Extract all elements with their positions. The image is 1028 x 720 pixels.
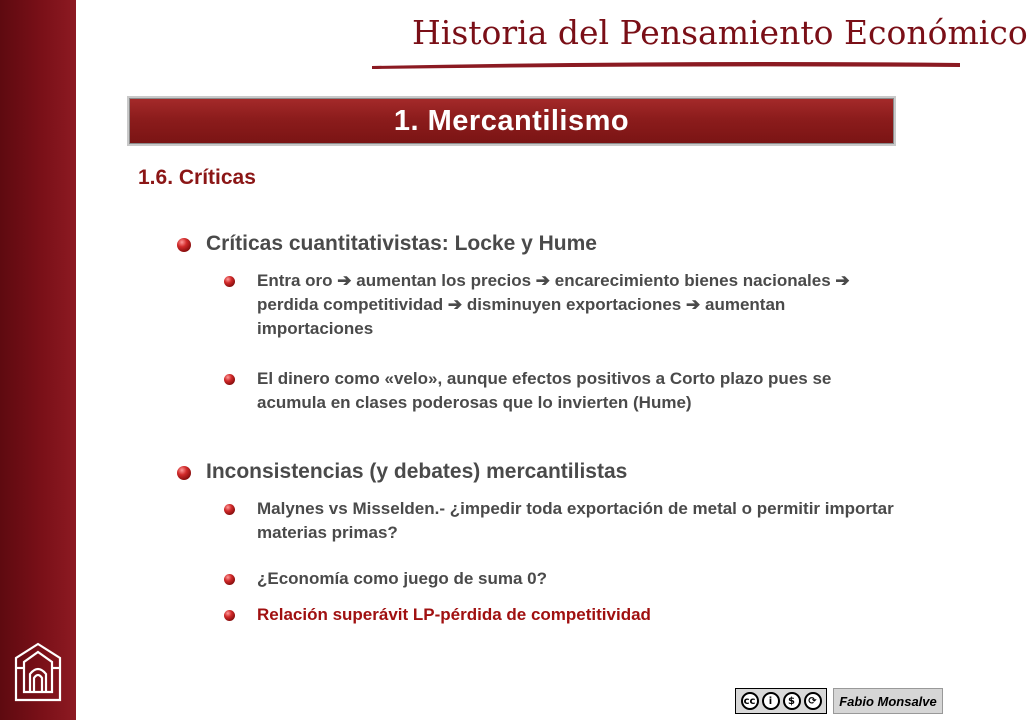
arrow-right-icon: ➔: [686, 295, 701, 314]
sub-list-item: ¿Economía como juego de suma 0?: [257, 569, 547, 588]
chapter-title: 1. Mercantilismo: [393, 104, 630, 137]
item-text: perdida competitividad: [257, 295, 444, 314]
item-text: Entra oro: [257, 271, 333, 290]
university-logo-icon: [10, 640, 66, 704]
license-badge: [735, 686, 945, 716]
sidebar-band: [0, 0, 76, 720]
arrow-right-icon: ➔: [337, 271, 352, 290]
arrow-right-icon: ➔: [535, 271, 551, 290]
item-text: aumentan los precios: [356, 271, 532, 290]
noncommercial-icon: $: [783, 692, 801, 710]
section-title: 1.6. Críticas: [138, 166, 256, 189]
creative-commons-by-nc-sa-icon: [735, 688, 827, 714]
bullet-icon: [224, 574, 235, 585]
chapter-banner: [127, 96, 896, 146]
item-text: disminuyen exportaciones: [466, 295, 682, 314]
sub-list-item: [257, 269, 897, 341]
item-text: aumentan importaciones: [257, 295, 786, 338]
item-text: encarecimiento bienes nacionales: [554, 271, 831, 290]
header-underline: [372, 56, 960, 74]
sub-list-item-highlighted: Relación superávit LP-pérdida de competitividad: [257, 605, 651, 624]
sub-list-item: El dinero como «velo», aunque efectos positivos a Corto plazo pues se acumula en clases poderosas que lo invierten (Hume): [257, 369, 832, 412]
attribution-icon: i: [762, 692, 780, 710]
bullet-icon: [224, 374, 235, 385]
list-item: Inconsistencias (y debates) mercantilistas: [206, 460, 628, 483]
bullet-icon: [224, 276, 235, 287]
cc-symbol-icon: cc: [741, 692, 759, 710]
arrow-right-icon: ➔: [835, 271, 850, 290]
arrow-right-icon: ➔: [447, 295, 463, 314]
sub-list-item: Malynes vs Misselden.- ¿impedir toda exportación de metal o permitir importar materias primas?: [257, 499, 894, 542]
list-item: Críticas cuantitativistas: Locke y Hume: [206, 232, 597, 255]
bullet-icon: [177, 466, 191, 480]
bullet-icon: [177, 238, 191, 252]
author-name: Fabio Monsalve: [833, 688, 943, 714]
share-alike-icon: ⟳: [804, 692, 822, 710]
bullet-icon: [224, 504, 235, 515]
course-title: Historia del Pensamiento Económico: [412, 13, 1028, 52]
bullet-icon: [224, 610, 235, 621]
